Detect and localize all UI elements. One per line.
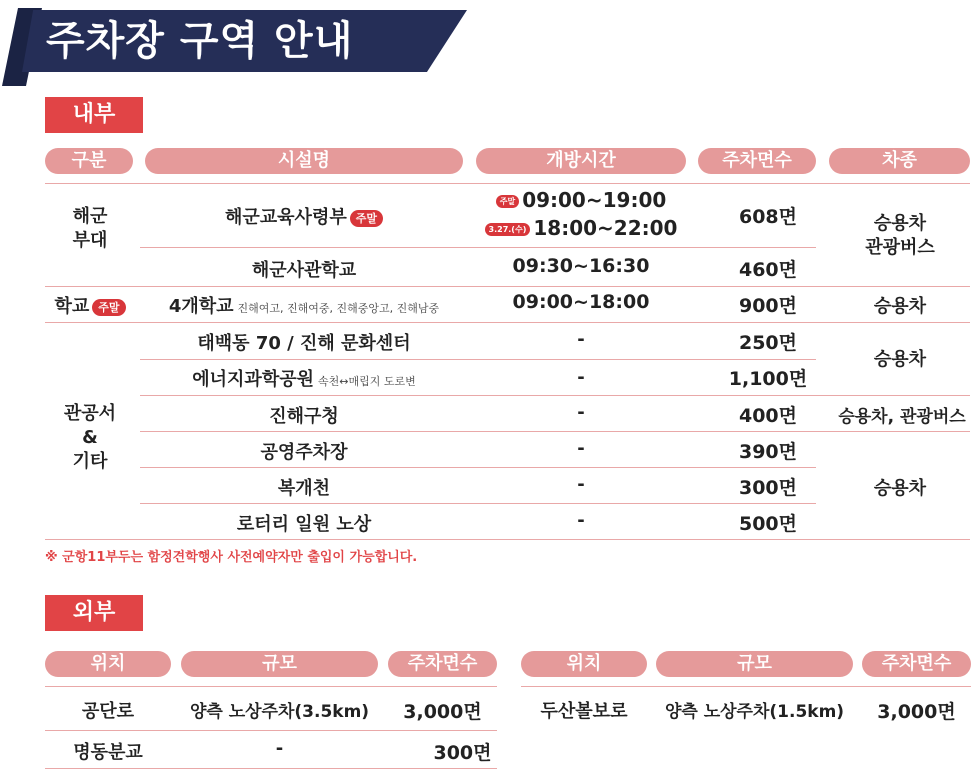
scale: - [275,738,284,759]
header-category: 구분 [45,148,133,174]
open-hours-weekend: 주말 09:00~19:00 [476,188,686,212]
spaces-count: 400면 [738,405,797,427]
spaces-count: 608면 [738,206,797,228]
header-scale: 규모 [181,651,378,677]
row-divider [45,539,970,540]
spaces-count: 1,100면 [728,368,808,390]
facility-name: 로터리 일원 노상 [236,514,372,535]
vehicle-type: 승용차 [873,296,927,317]
facility-navy-education-command [145,203,463,229]
group-school: 학교 주말 [45,292,135,318]
row-divider [45,686,497,687]
date-badge: 3.27.(수) [485,223,531,236]
open-hours: 09:00~18:00 [512,291,650,313]
header-facility: 시설명 [145,148,463,174]
spaces-count: 300면 [738,477,797,499]
header-open-hours: 개방시간 [476,148,686,174]
spaces-count: 390면 [738,441,797,463]
row-divider [45,322,970,323]
open-hours: - [577,474,585,495]
facility-naval-academy: 해군사관학교 [251,260,357,281]
row-divider [45,286,970,287]
header-location: 위치 [521,651,647,677]
weekend-badge: 주말 [350,210,383,227]
location: 명동분교 [73,742,143,763]
header-spaces: 주차면수 [698,148,816,174]
row-divider [140,359,816,360]
row-divider [140,503,816,504]
spaces-count: 300면 [433,742,492,764]
weekend-badge: 주말 [496,195,519,208]
header-location: 위치 [45,651,171,677]
title-banner [0,0,470,90]
vehicle-type: 승용차 [873,349,927,370]
header-spaces: 주차면수 [862,651,971,677]
header-vehicle: 차종 [829,148,970,174]
row-divider [45,183,970,184]
row-divider [45,730,497,731]
row-divider [140,467,816,468]
row-divider [521,686,971,687]
spaces-count: 500면 [738,513,797,535]
weekend-badge: 주말 [92,299,125,316]
scale: 양측 노상주차(1.5km) [664,702,845,722]
notice-text: ※ 군항11부두는 함정견학행사 사전예약자만 출입이 가능합니다. [45,550,418,565]
section-tag-inside: 내부 [45,97,143,133]
spaces-count: 900면 [738,295,797,317]
facility-name: 태백동 70 / 진해 문화센터 [197,333,411,354]
page-title: 주차장 구역 안내 [46,18,354,64]
facility-note: 속천↔매립지 도로변 [317,375,416,388]
spaces-count: 460면 [738,259,797,281]
open-hours: - [577,402,585,423]
row-divider [140,395,970,396]
location: 공단로 [81,701,135,722]
group-navy: 해군 부대 [72,206,108,251]
spaces-count: 3,000면 [403,701,482,723]
facility-name: 공영주차장 [260,442,348,463]
facility-note: 진해여고, 진해여중, 진해중앙고, 진해남중 [237,302,440,315]
group-public: 관공서 & 기타 [63,403,117,472]
location: 두산볼보로 [540,701,628,722]
spaces-count: 250면 [738,332,797,354]
open-hours-special: 3.27.(수) 18:00~22:00 [476,216,686,240]
header-scale: 규모 [656,651,853,677]
open-hours: - [577,510,585,531]
open-hours: - [577,367,585,388]
facility-energy-park: 에너지과학공원 속천↔매립지 도로변 [192,369,416,390]
facility-name: 복개천 [277,478,331,499]
row-divider [140,247,816,248]
section-tag-outside: 외부 [45,595,143,631]
scale: 양측 노상주차(3.5km) [189,702,370,722]
open-hours: - [577,438,585,459]
row-divider [45,768,497,769]
facility-name: 해군교육사령부 [225,207,347,228]
facility-name: 진해구청 [269,406,339,427]
facility-four-schools: 4개학교 진해여고, 진해여중, 진해중앙고, 진해남중 [168,296,440,317]
header-spaces: 주차면수 [388,651,497,677]
vehicle-type: 승용차 [873,478,927,499]
open-hours: - [577,329,585,350]
vehicle-type-navy: 승용차 관광버스 [865,213,935,258]
open-hours: 09:30~16:30 [512,255,650,277]
row-divider [140,431,970,432]
vehicle-type: 승용차, 관광버스 [838,407,966,427]
spaces-count: 3,000면 [877,701,956,723]
